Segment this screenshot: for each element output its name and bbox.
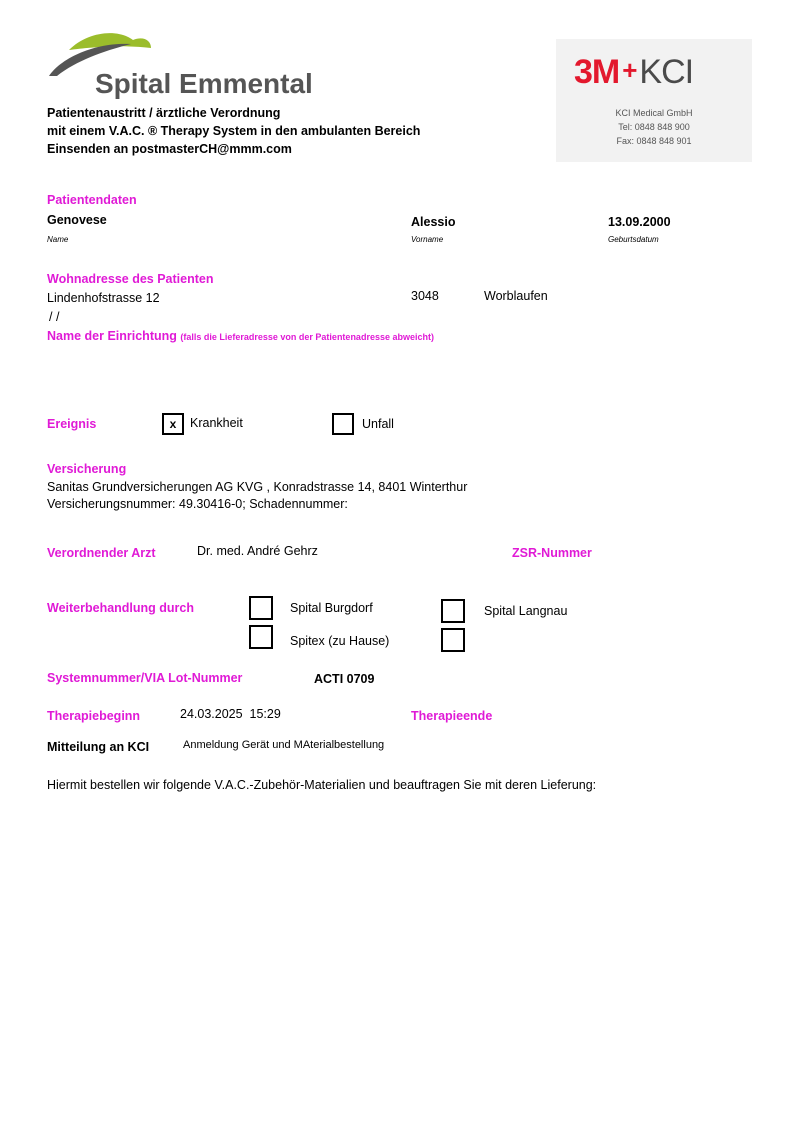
patient-first-name-caption: Vorname	[411, 235, 444, 244]
spital-emmental-wordmark: Spital Emmental	[95, 68, 313, 99]
patient-birth-date: 13.09.2000	[608, 215, 671, 229]
doctor-label: Verordnender Arzt	[47, 546, 156, 560]
facility-label-text: Name der Einrichtung	[47, 329, 177, 343]
followup-langnau-label: Spital Langnau	[484, 604, 568, 618]
event-unfall-label: Unfall	[362, 417, 394, 431]
address-city: Worblaufen	[484, 289, 548, 303]
kci-brand	[574, 53, 693, 92]
brand-kci: KCI	[639, 53, 694, 91]
message-value: Anmeldung Gerät und MAterialbestellung	[183, 739, 385, 751]
event-krankheit-checkbox[interactable]	[162, 413, 184, 435]
kci-company: KCI Medical GmbH	[615, 108, 693, 118]
patient-section-label: Patientendaten	[47, 193, 137, 207]
event-krankheit-check-mark: x	[169, 417, 177, 431]
doctor-name: Dr. med. André Gehrz	[197, 544, 318, 558]
therapy-start-label: Therapiebeginn	[47, 709, 141, 723]
event-unfall-checkbox[interactable]	[332, 413, 354, 435]
message-label: Mitteilung an KCI	[47, 740, 150, 754]
insurance-line-1: Sanitas Grundversicherungen AG KVG , Konradstrasse 14, 8401 Winterthur	[47, 480, 468, 494]
therapy-start-value: 24.03.2025 15:29	[180, 707, 281, 721]
system-label: Systemnummer/VIA Lot-Nummer	[47, 671, 243, 685]
address-street: Lindenhofstrasse 12	[47, 291, 160, 305]
therapy-end-label: Therapieende	[411, 709, 493, 723]
followup-spitex-checkbox[interactable]	[249, 625, 273, 649]
followup-langnau-checkbox[interactable]	[441, 599, 465, 623]
patient-first-name: Alessio	[411, 215, 456, 229]
patient-birth-date-caption: Geburtsdatum	[608, 235, 659, 244]
header-line-3: Einsenden an postmasterCH@mmm.com	[47, 142, 292, 156]
header-line-1: Patientenaustritt / ärztliche Verordnung	[47, 106, 281, 120]
followup-extra-checkbox[interactable]	[441, 628, 465, 652]
followup-label: Weiterbehandlung durch	[47, 601, 194, 615]
kci-logo	[556, 39, 752, 162]
spital-emmental-logo	[47, 30, 319, 102]
facility-label	[47, 329, 434, 343]
event-krankheit-label: Krankheit	[190, 416, 243, 430]
patient-last-name-caption: Name	[47, 235, 69, 244]
facility-note: (falls die Lieferadresse von der Patientenadresse abweicht)	[180, 332, 434, 342]
insurance-line-2: Versicherungsnummer: 49.30416-0; Schadennummer:	[47, 497, 348, 511]
address-zip: 3048	[411, 289, 439, 303]
followup-burgdorf-label: Spital Burgdorf	[290, 601, 373, 615]
zsr-label: ZSR-Nummer	[512, 546, 592, 560]
brand-3m: 3M	[574, 53, 620, 91]
address-extra: / /	[49, 310, 60, 324]
insurance-label: Versicherung	[47, 462, 127, 476]
patient-last-name: Genovese	[47, 213, 107, 227]
followup-spitex-label: Spitex (zu Hause)	[290, 634, 390, 648]
event-label: Ereignis	[47, 417, 97, 431]
order-text: Hiermit bestellen wir folgende V.A.C.-Zubehör-Materialien und beauftragen Sie mit deren Lieferung:	[47, 778, 597, 792]
kci-tel: Tel: 0848 848 900	[618, 122, 690, 132]
address-section-label: Wohnadresse des Patienten	[47, 272, 214, 286]
brand-plus: +	[622, 55, 637, 85]
followup-burgdorf-checkbox[interactable]	[249, 596, 273, 620]
system-value: ACTI 0709	[314, 672, 375, 686]
header-line-2: mit einem V.A.C. ® Therapy System in den ambulanten Bereich	[47, 124, 421, 138]
kci-fax: Fax: 0848 848 901	[616, 136, 692, 146]
